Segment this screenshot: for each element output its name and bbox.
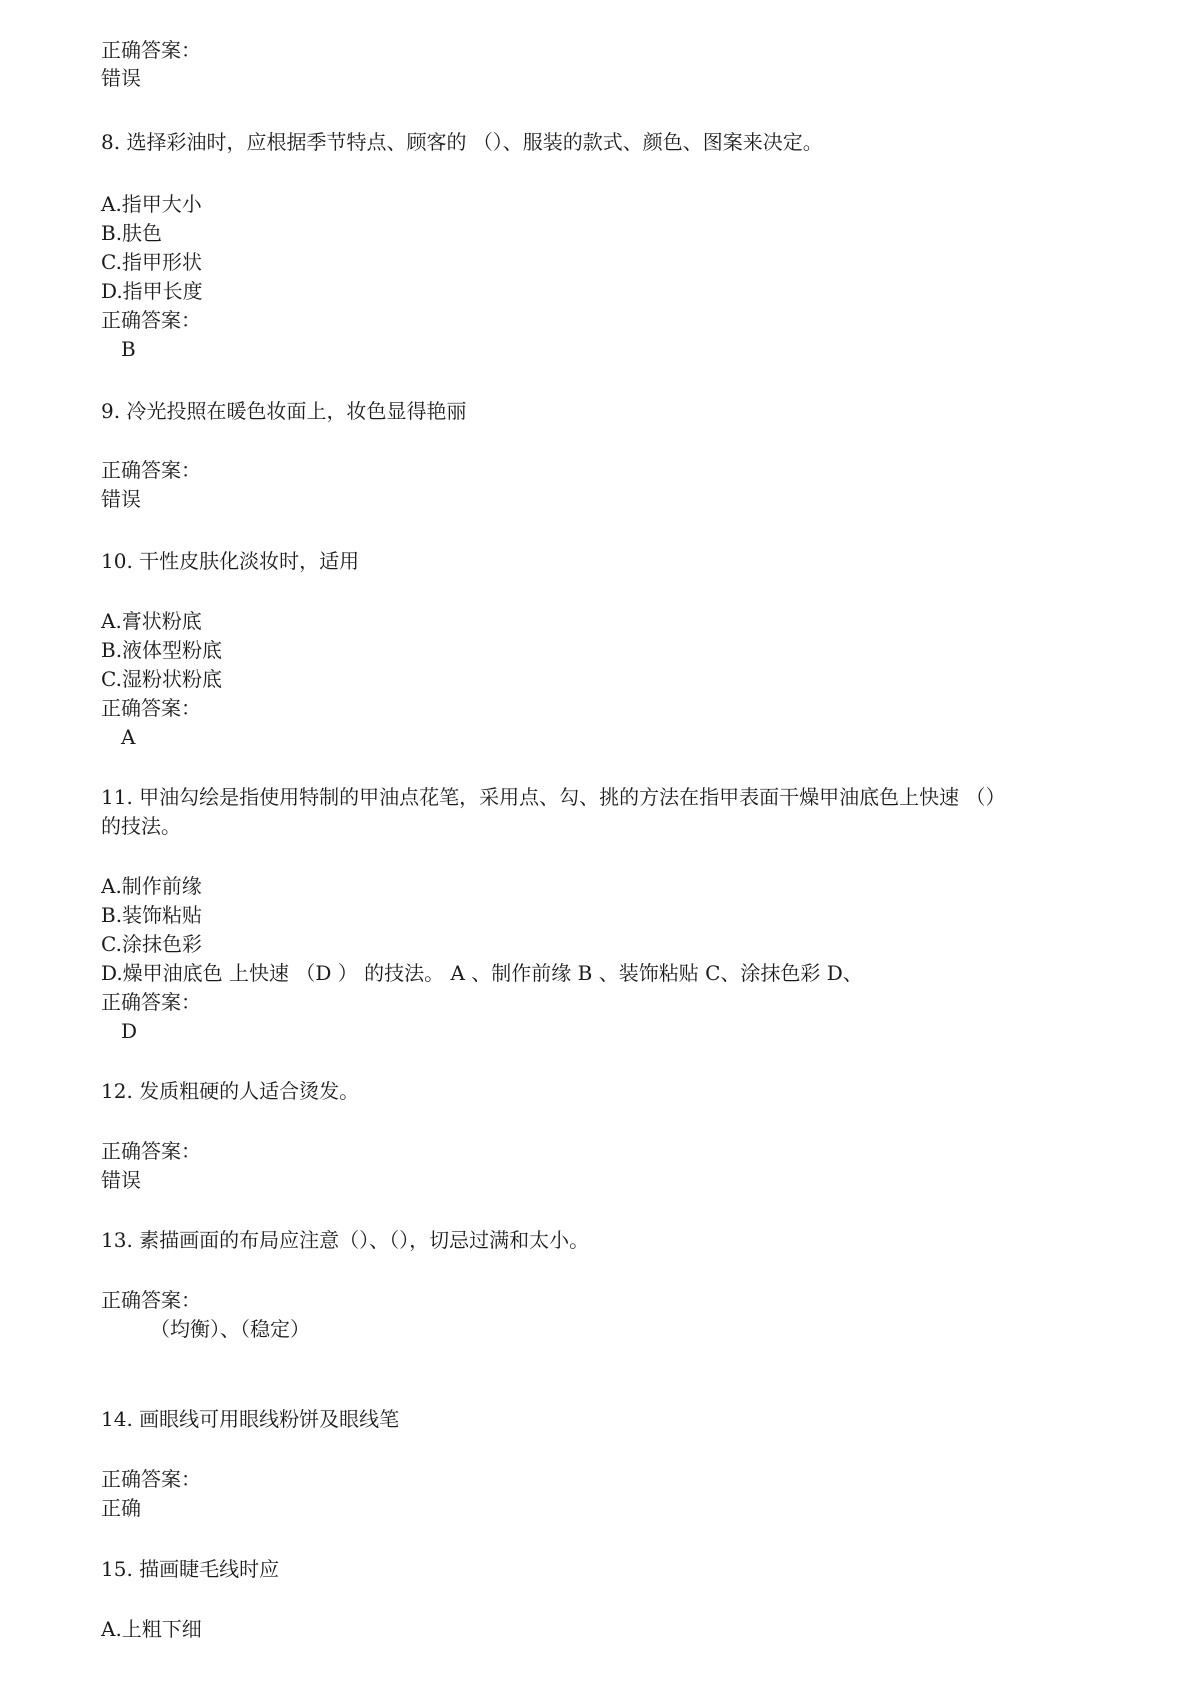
question-11: 11. 甲油勾绘是指使用特制的甲油点花笔，采用点、勾、挑的方法在指甲表面干燥甲油底色上快速 （） <box>101 785 1006 809</box>
option-c: C.涂抹色彩 <box>101 932 202 956</box>
answer-label: 正确答案： <box>101 308 201 332</box>
answer-value: 正确 <box>101 1496 141 1520</box>
answer-label: 正确答案： <box>101 38 201 62</box>
option-d: D.燥甲油底色 上快速 （D ） 的技法。 A 、制作前缘 B 、装饰粘贴 C、涂抹色彩 D、 <box>101 961 863 985</box>
option-a: A.指甲大小 <box>101 192 202 216</box>
answer-label: 正确答案： <box>101 458 201 482</box>
option-b: B.肤色 <box>101 221 163 245</box>
option-a: A.制作前缘 <box>101 874 202 898</box>
answer-value: 错误 <box>101 1168 141 1192</box>
option-b: B.液体型粉底 <box>101 638 223 662</box>
answer-value: B <box>121 337 136 361</box>
answer-value: 错误 <box>101 487 141 511</box>
option-a: A.上粗下细 <box>101 1617 202 1641</box>
question-13: 13. 素描画面的布局应注意（）、（），切忌过满和太小。 <box>101 1228 590 1252</box>
question-15: 15. 描画睫毛线时应 <box>101 1557 280 1581</box>
question-11-cont: 的技法。 <box>101 814 181 838</box>
answer-value: A <box>121 725 136 749</box>
question-12: 12. 发质粗硬的人适合烫发。 <box>101 1079 360 1103</box>
option-a: A.膏状粉底 <box>101 609 202 633</box>
answer-label: 正确答案： <box>101 990 201 1014</box>
option-c: C.指甲形状 <box>101 250 202 274</box>
question-8: 8. 选择彩油时，应根据季节特点、顾客的 （）、服装的款式、颜色、图案来决定。 <box>101 130 823 154</box>
option-d: D.指甲长度 <box>101 279 203 303</box>
option-c: C.湿粉状粉底 <box>101 667 222 691</box>
answer-value: 错误 <box>101 66 141 90</box>
option-b: B.装饰粘贴 <box>101 903 203 927</box>
answer-label: 正确答案： <box>101 696 201 720</box>
answer-label: 正确答案： <box>101 1467 201 1491</box>
answer-value: D <box>121 1019 138 1043</box>
question-14: 14. 画眼线可用眼线粉饼及眼线笔 <box>101 1407 400 1431</box>
question-9: 9. 冷光投照在暖色妆面上，妆色显得艳丽 <box>101 399 467 423</box>
answer-label: 正确答案： <box>101 1288 201 1312</box>
answer-value: （均衡）、（稳定） <box>150 1317 310 1341</box>
question-10: 10. 干性皮肤化淡妆时，适用 <box>101 549 360 573</box>
answer-label: 正确答案： <box>101 1139 201 1163</box>
